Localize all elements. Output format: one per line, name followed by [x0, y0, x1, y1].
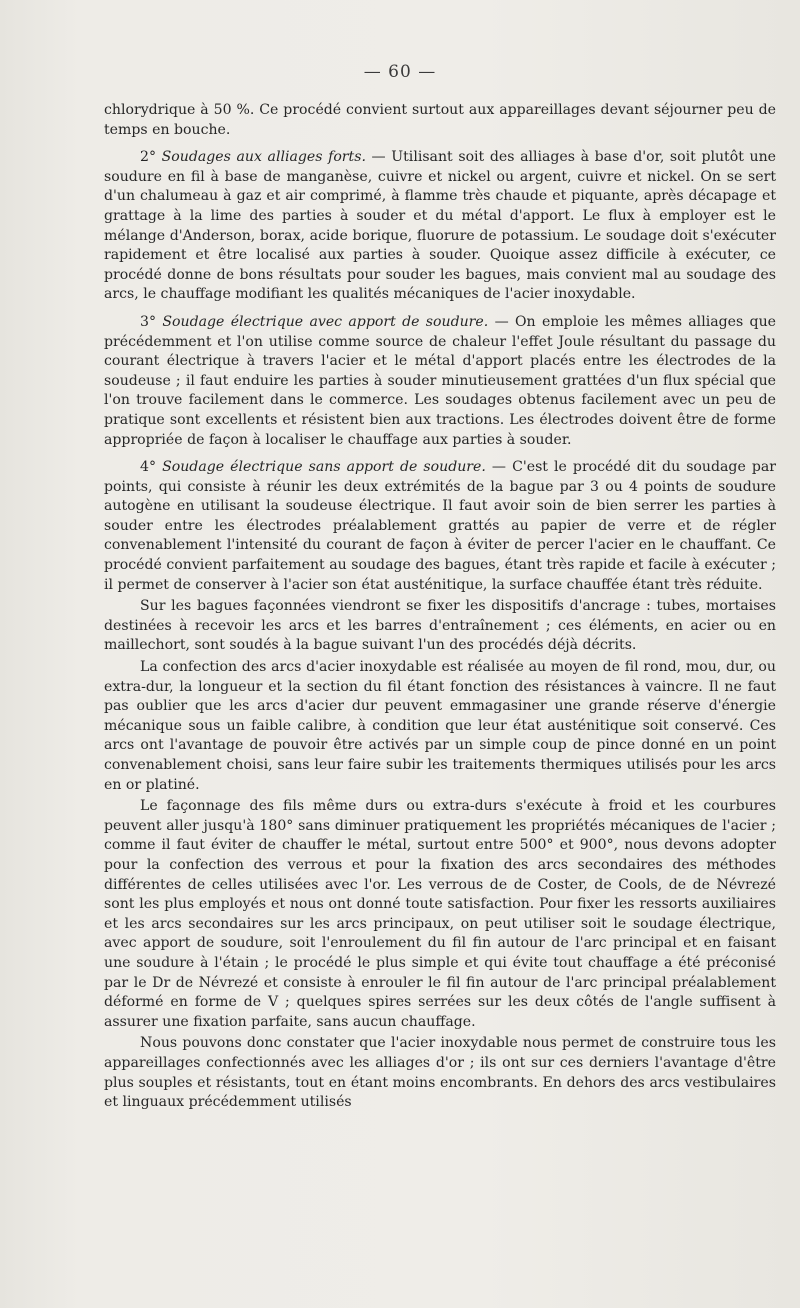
section-heading: Soudages aux alliages forts.: [161, 149, 366, 166]
section-heading: Soudage électrique avec apport de soudure.: [162, 313, 489, 330]
paragraph-body: chlorydrique à 50 %. Ce procédé convient surtout aux appareillages devant séjourner peu de temps en bouche.: [104, 102, 776, 138]
paragraph-body: Sur les bagues façonnées viendront se fixer les dispositifs d'ancrage : tubes, mortaises destinées à recevoir les arcs et les barres d'entraînement ; ces éléments, en acier ou en maillechort, sont soudés à la bague suivant l'un des procédés déjà décrits.: [104, 598, 776, 654]
page-number: — 60 —: [363, 62, 437, 82]
section-number: 4°: [140, 459, 163, 476]
section-heading: Soudage électrique sans apport de soudure.: [162, 459, 486, 476]
section-3-paragraph: [104, 313, 776, 450]
paragraph-body: Nous pouvons donc constater que l'acier inoxydable nous permet de construire tous les appareillages confectionnés avec les alliages d'or ; ils ont sur ces derniers l'avantage d'être plus souples et résistants, tout en étant moins encombrants. En dehors des arcs vestibulaires et linguaux précédemment utilisés: [104, 1035, 776, 1111]
paragraph-body: Le façonnage des fils même durs ou extra-durs s'exécute à froid et les courbures peuvent aller jusqu'à 180° sans diminuer pratiquement les propriétés mécaniques de l'acier ; comme il faut éviter de chauffer le métal, surtout entre 500° et 900°, nous devons adopter pour la confection des verrous et pour la fixation des arcs secondaires des méthodes différentes de celles utilisées avec l'or. Les verrous de de Coster, de Cools, de de Névrezé sont les plus employés et nous ont donné toute satisfaction. Pour fixer les ressorts auxiliaires et les arcs secondaires sur les arcs principaux, on peut utiliser soit le soudage électrique, avec apport de soudure, soit l'enroulement du fil fin autour de l'arc principal et en faisant une soudure à l'étain ; le procédé le plus simple et qui évite tout chauffage a été préconisé par le Dr de Névrezé et consiste à enrouler le fil fin autour de l'arc principal préalablement déformé en forme de V ; quelques spires serrées sur les deux côtés de l'angle suffisent à assurer une fixation parfaite, sans aucun chauffage.: [104, 798, 776, 1030]
paragraph: [104, 797, 776, 1032]
body-text: [104, 101, 776, 1115]
paragraph-body: — C'est le procédé dit du soudage par points, qui consiste à réunir les deux extrémités de la bague par 3 ou 4 points de soudure autogène en utilisant la soudeuse électrique. Il faut avoir soin de bien serrer les parties à souder entre les électrodes préalablement grattés au papier de verre et de régler convenablement l'intensité du courant de façon à éviter de percer l'acier en le chauffant. Ce procédé convient parfaitement au soudage des bagues, étant très rapide et facile à exécuter ; il permet de conserver à l'acier son état austénitique, la surface chauffée étant très réduite.: [104, 459, 776, 593]
paragraph: [104, 658, 776, 795]
paragraph-body: — Utilisant soit des alliages à base d'or, soit plutôt une soudure en fil à base de manganèse, cuivre et nickel ou argent, cuivre et nickel. On se sert d'un chalumeau à gaz et air comprimé, à flamme très chaude et piquante, après décapage et grattage à la lime des parties à souder et du métal d'apport. Le flux à employer est le mélange d'Anderson, borax, acide borique, fluorure de potassium. Le soudage doit s'exécuter rapidement et être localisé aux parties à souder. Quoique assez difficile à exécuter, ce procédé donne de bons résultats pour souder les bagues, mais convient mal au soudage des arcs, le chauffage modifiant les qualités mécaniques de l'acier inoxydable.: [104, 149, 776, 303]
section-2-paragraph: [104, 148, 776, 305]
paragraph: [104, 1034, 776, 1112]
paragraph-body: — On emploie les mêmes alliages que précédemment et l'on utilise comme source de chaleur l'effet Joule résultant du passage du courant électrique à travers l'acier et le métal d'apport placés entre les électrodes de la soudeuse ; il faut enduire les parties à souder minutieusement grattées d'un flux spécial que l'on trouve facilement dans le commerce. Les soudages obtenus facilement avec un peu de pratique sont excellents et résistent bien aux tractions. Les électrodes doivent être de forme appropriée de façon à localiser le chauffage aux parties à souder.: [104, 313, 776, 448]
paragraph-body: La confection des arcs d'acier inoxydable est réalisée au moyen de fil rond, mou, dur, ou extra-dur, la longueur et la section du fil étant fonction des résistances à vaincre. Il ne faut pas oublier que les arcs d'acier dur peuvent emmagasiner une grande réserve d'énergie mécanique sous un faible calibre, à condition que leur état austénitique soit conservé. Ces arcs ont l'avantage de pouvoir être activés par un simple coup de pince donné en un point convenablement choisi, sans leur faire subir les traitements thermiques utilisés pour les arcs en or platiné.: [104, 659, 776, 793]
section-number: 2°: [140, 149, 162, 166]
paragraph: [104, 597, 776, 656]
section-number: 3°: [140, 313, 163, 330]
section-4-paragraph: [104, 458, 776, 595]
paragraph: [104, 101, 776, 140]
